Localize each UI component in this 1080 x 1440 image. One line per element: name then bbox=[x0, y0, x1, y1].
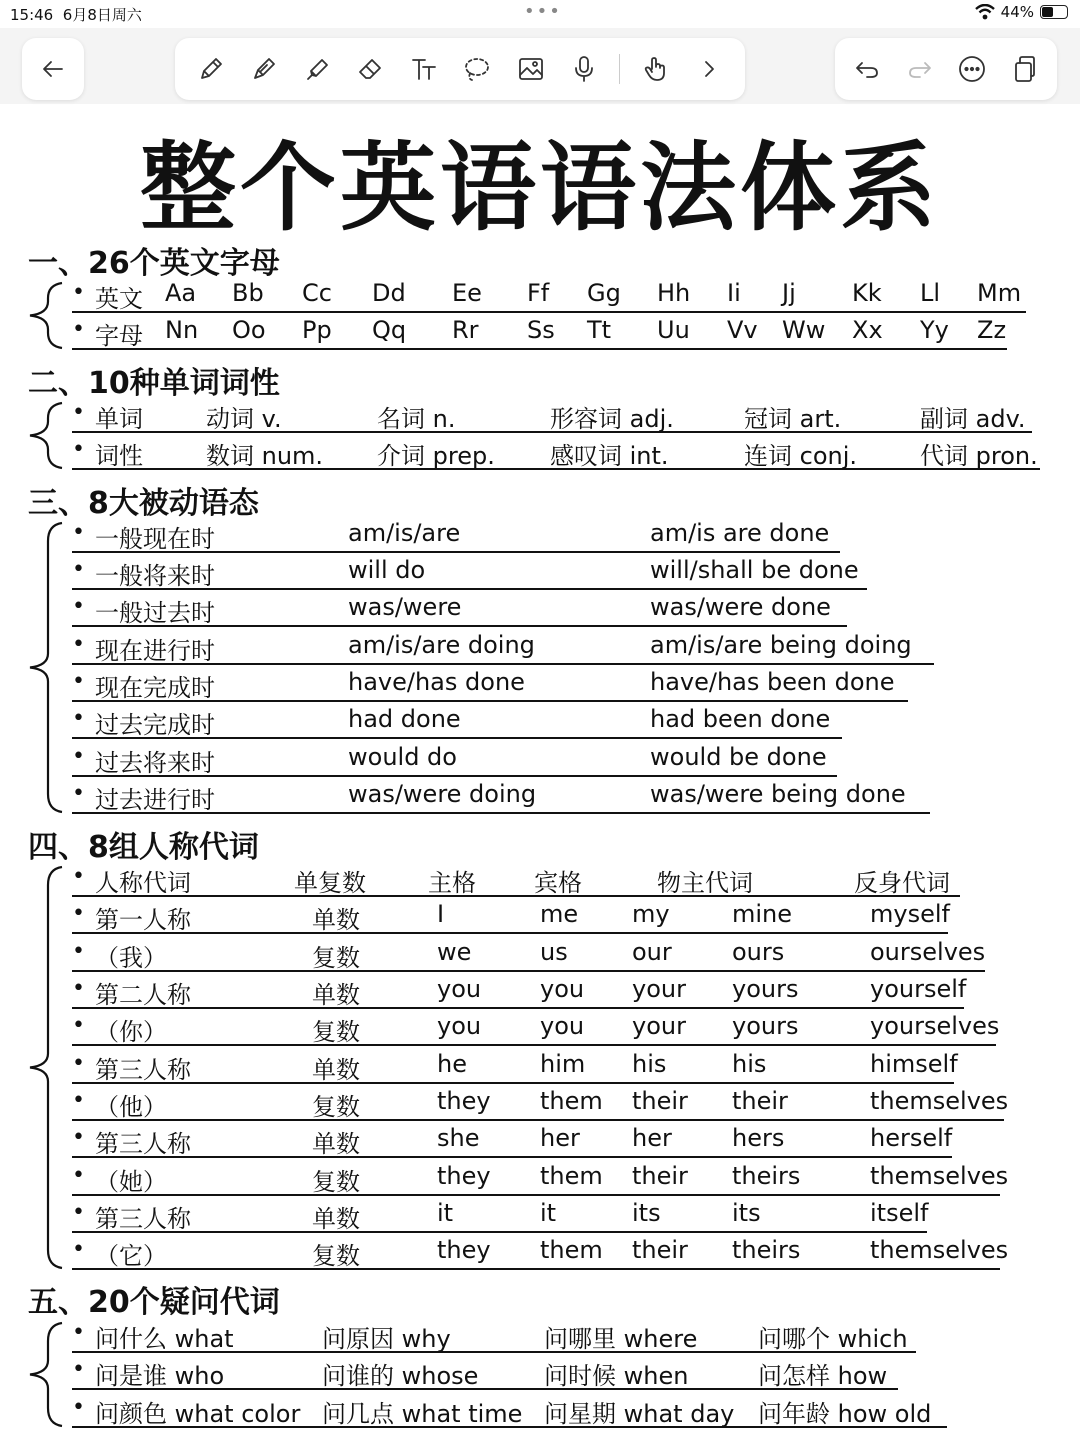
list-item bbox=[72, 1356, 908, 1392]
bullet-icon: • bbox=[72, 864, 85, 889]
cell-text: Mm bbox=[977, 279, 1022, 307]
cell-text: 名词 n. bbox=[377, 405, 456, 433]
cell-text: 宾格 bbox=[534, 869, 582, 897]
text-tool-icon[interactable] bbox=[406, 51, 442, 87]
cell-text: Cc bbox=[302, 279, 332, 307]
cell-text: yourselves bbox=[870, 1012, 1000, 1040]
tool-palette bbox=[175, 38, 745, 100]
bullet-icon: • bbox=[72, 280, 85, 305]
cell-text: they bbox=[437, 1236, 491, 1264]
cell-text: 第一人称 bbox=[95, 906, 191, 934]
cell-text: 问是谁 who bbox=[95, 1362, 225, 1390]
cell-text: 复数 bbox=[312, 1018, 360, 1046]
cell-text: our bbox=[632, 938, 672, 966]
cell-text: 一般过去时 bbox=[95, 599, 215, 627]
bullet-icon: • bbox=[72, 1200, 85, 1225]
cell-text: we bbox=[437, 938, 472, 966]
cell-text: have/has been done bbox=[650, 668, 895, 696]
cell-text: us bbox=[540, 938, 568, 966]
cell-text: themselves bbox=[870, 1236, 1009, 1264]
lasso-icon[interactable] bbox=[459, 51, 495, 87]
cell-text: 主格 bbox=[428, 869, 476, 897]
cell-text: yourself bbox=[870, 975, 967, 1003]
bullet-icon: • bbox=[72, 901, 85, 926]
cell-text: her bbox=[540, 1124, 580, 1152]
cell-text: his bbox=[732, 1050, 767, 1078]
eraser-icon[interactable] bbox=[353, 51, 389, 87]
cell-text: myself bbox=[870, 900, 950, 928]
cell-text: you bbox=[437, 975, 482, 1003]
bullet-icon: • bbox=[72, 781, 85, 806]
cell-text: theirs bbox=[732, 1162, 801, 1190]
list-item bbox=[72, 631, 944, 667]
bullet-icon: • bbox=[72, 437, 85, 462]
list-item bbox=[72, 743, 847, 779]
cell-text: 副词 adv. bbox=[920, 405, 1026, 433]
cell-text: （他） bbox=[95, 1093, 167, 1121]
curly-brace bbox=[22, 865, 66, 1270]
cell-text: Qq bbox=[372, 316, 407, 344]
cell-text: 问哪个 which bbox=[758, 1325, 908, 1353]
cell-text: 问颜色 what color bbox=[95, 1400, 301, 1428]
bullet-icon: • bbox=[72, 1163, 85, 1188]
cell-text: 物主代词 bbox=[657, 869, 753, 897]
cell-text: their bbox=[632, 1162, 688, 1190]
cell-text: Oo bbox=[232, 316, 266, 344]
cell-text: 单复数 bbox=[294, 869, 366, 897]
cell-text: Rr bbox=[452, 316, 479, 344]
cell-text: will do bbox=[348, 556, 426, 584]
list-item bbox=[72, 780, 940, 816]
bullet-icon: • bbox=[72, 520, 85, 545]
status-bar bbox=[0, 0, 1080, 28]
cell-text: his bbox=[632, 1050, 667, 1078]
bullet-icon: • bbox=[72, 632, 85, 657]
cell-text: 问年龄 how old bbox=[758, 1400, 932, 1428]
status-right bbox=[975, 3, 1068, 21]
cell-text: 形容词 adj. bbox=[550, 405, 674, 433]
list-item bbox=[72, 1394, 957, 1430]
bullet-icon: • bbox=[72, 1051, 85, 1076]
cell-text: Kk bbox=[852, 279, 882, 307]
cell-text: them bbox=[540, 1162, 603, 1190]
cell-text: 词性 bbox=[95, 442, 143, 470]
section-heading: 三、8大被动语态 bbox=[28, 486, 259, 521]
underline bbox=[72, 311, 1026, 313]
pencil-icon[interactable] bbox=[193, 51, 229, 87]
pen-icon[interactable] bbox=[246, 51, 282, 87]
cell-text: you bbox=[540, 1012, 585, 1040]
more-icon[interactable] bbox=[954, 51, 990, 87]
bullet-icon: • bbox=[72, 1237, 85, 1262]
cell-text: 英文 bbox=[95, 285, 143, 313]
cell-text: Vv bbox=[727, 316, 758, 344]
cell-text: herself bbox=[870, 1124, 953, 1152]
bullet-icon: • bbox=[72, 594, 85, 619]
underline bbox=[72, 1231, 927, 1233]
cell-text: you bbox=[540, 975, 585, 1003]
cell-text: 复数 bbox=[312, 1168, 360, 1196]
section-heading: 二、10种单词词性 bbox=[28, 366, 280, 401]
cell-text: its bbox=[632, 1199, 661, 1227]
back-button[interactable] bbox=[22, 38, 84, 100]
cell-text: their bbox=[732, 1087, 788, 1115]
image-icon[interactable] bbox=[513, 51, 549, 87]
bullet-icon: • bbox=[72, 1013, 85, 1038]
toolbar-divider bbox=[619, 54, 620, 84]
underline bbox=[72, 1194, 1000, 1196]
redo-icon[interactable] bbox=[902, 51, 938, 87]
bullet-icon: • bbox=[72, 744, 85, 769]
cell-text: 代词 pron. bbox=[920, 442, 1038, 470]
cell-text: ourselves bbox=[870, 938, 986, 966]
list-item bbox=[72, 436, 1050, 472]
cell-text: 第三人称 bbox=[95, 1056, 191, 1084]
cell-text: was/were done bbox=[650, 593, 831, 621]
bullet-icon: • bbox=[72, 939, 85, 964]
cell-text: 一般现在时 bbox=[95, 525, 215, 553]
cell-text: 问哪里 where bbox=[544, 1325, 698, 1353]
cell-text: was/were being done bbox=[650, 780, 906, 808]
cell-text: their bbox=[632, 1236, 688, 1264]
cell-text: will/shall be done bbox=[650, 556, 859, 584]
cell-text: 单数 bbox=[312, 1205, 360, 1233]
cell-text: （她） bbox=[95, 1168, 167, 1196]
cell-text: Nn bbox=[165, 316, 199, 344]
bullet-icon: • bbox=[72, 706, 85, 731]
list-item bbox=[72, 279, 1036, 315]
cell-text: I bbox=[437, 900, 445, 928]
underline bbox=[72, 1156, 952, 1158]
cell-text: they bbox=[437, 1162, 491, 1190]
cell-text: 动词 v. bbox=[206, 405, 282, 433]
cell-text: Ww bbox=[782, 316, 826, 344]
cell-text: Pp bbox=[302, 316, 332, 344]
bullet-icon: • bbox=[72, 669, 85, 694]
battery-icon bbox=[1040, 5, 1068, 19]
cell-text: you bbox=[437, 1012, 482, 1040]
curly-brace bbox=[22, 1321, 66, 1428]
cell-text: he bbox=[437, 1050, 467, 1078]
cell-text: 第二人称 bbox=[95, 981, 191, 1009]
bullet-icon: • bbox=[72, 1357, 85, 1382]
cell-text: Ee bbox=[452, 279, 482, 307]
cell-text: Jj bbox=[782, 279, 796, 307]
bullet-icon: • bbox=[72, 1320, 85, 1345]
cell-text: Ll bbox=[920, 279, 941, 307]
page-title: 整个英语语法体系 bbox=[140, 132, 940, 244]
cell-text: Ii bbox=[727, 279, 741, 307]
underline bbox=[72, 1082, 954, 1084]
underline bbox=[72, 1007, 964, 1009]
cell-text: them bbox=[540, 1087, 603, 1115]
bullet-icon: • bbox=[72, 400, 85, 425]
cell-text: am/is are done bbox=[650, 519, 830, 547]
cell-text: was/were bbox=[348, 593, 462, 621]
list-item bbox=[72, 1162, 1010, 1198]
list-item bbox=[72, 668, 918, 704]
back-arrow-icon bbox=[35, 51, 71, 87]
list-item bbox=[72, 1124, 962, 1160]
cell-text: Aa bbox=[165, 279, 197, 307]
list-item bbox=[72, 316, 1017, 352]
underline bbox=[72, 1119, 1004, 1121]
list-item bbox=[72, 399, 1042, 435]
list-item bbox=[72, 593, 857, 629]
curly-brace bbox=[22, 401, 66, 470]
cell-text: 反身代词 bbox=[854, 869, 950, 897]
list-item bbox=[72, 975, 974, 1011]
cell-text: Xx bbox=[852, 316, 883, 344]
cell-text: Yy bbox=[920, 316, 949, 344]
underline bbox=[72, 1268, 1000, 1270]
cell-text: 感叹词 int. bbox=[550, 442, 669, 470]
cell-text: have/has done bbox=[348, 668, 525, 696]
cell-text: Uu bbox=[657, 316, 690, 344]
list-item bbox=[72, 1087, 1014, 1123]
list-item bbox=[72, 938, 995, 974]
list-item bbox=[72, 705, 852, 741]
cell-text: 现在进行时 bbox=[95, 637, 215, 665]
bullet-icon: • bbox=[72, 1395, 85, 1420]
cell-text: its bbox=[732, 1199, 761, 1227]
cell-text: Dd bbox=[372, 279, 406, 307]
battery-percent: 44% bbox=[1000, 3, 1034, 21]
cell-text: 过去将来时 bbox=[95, 749, 215, 777]
list-item bbox=[72, 1012, 1006, 1048]
hand-touch-icon[interactable] bbox=[638, 51, 674, 87]
cell-text: had done bbox=[348, 705, 461, 733]
cell-text: Ss bbox=[527, 316, 555, 344]
cell-text: 过去进行时 bbox=[95, 786, 215, 814]
cell-text: 复数 bbox=[312, 1242, 360, 1270]
cell-text: Tt bbox=[587, 316, 612, 344]
cell-text: them bbox=[540, 1236, 603, 1264]
list-item bbox=[72, 900, 958, 936]
list-item bbox=[72, 1050, 964, 1086]
underline bbox=[72, 1044, 996, 1046]
bullet-icon: • bbox=[72, 317, 85, 342]
section-heading: 五、20个疑问代词 bbox=[28, 1285, 280, 1320]
cell-text: had been done bbox=[650, 705, 831, 733]
cell-text: 单数 bbox=[312, 1130, 360, 1158]
cell-text: 冠词 art. bbox=[744, 405, 842, 433]
status-time: 15:46 6月8日周六 bbox=[10, 6, 142, 24]
underline bbox=[72, 970, 985, 972]
list-item bbox=[72, 556, 877, 592]
bullet-icon: • bbox=[72, 1088, 85, 1113]
list-item bbox=[72, 519, 850, 555]
chevron-right-icon[interactable] bbox=[691, 51, 727, 87]
cell-text: 问时候 when bbox=[544, 1362, 689, 1390]
cell-text: she bbox=[437, 1124, 480, 1152]
cell-text: me bbox=[540, 900, 579, 928]
cell-text: 复数 bbox=[312, 944, 360, 972]
cell-text: their bbox=[632, 1087, 688, 1115]
section-heading: 四、8组人称代词 bbox=[28, 830, 259, 865]
cell-text: 问几点 what time bbox=[322, 1400, 523, 1428]
cell-text: 第三人称 bbox=[95, 1205, 191, 1233]
cell-text: it bbox=[540, 1199, 557, 1227]
action-bar bbox=[835, 38, 1057, 100]
curly-brace bbox=[22, 281, 66, 350]
cell-text: 人称代词 bbox=[95, 869, 191, 897]
cell-text: would be done bbox=[650, 743, 827, 771]
bullet-icon: • bbox=[72, 1125, 85, 1150]
cell-text: your bbox=[632, 1012, 686, 1040]
cell-text: her bbox=[632, 1124, 672, 1152]
cell-text: Ff bbox=[527, 279, 550, 307]
cell-text: your bbox=[632, 975, 686, 1003]
cell-text: 单数 bbox=[312, 1056, 360, 1084]
cell-text: 字母 bbox=[95, 322, 143, 350]
cell-text: it bbox=[437, 1199, 454, 1227]
cell-text: 单数 bbox=[312, 906, 360, 934]
cell-text: hers bbox=[732, 1124, 785, 1152]
cell-text: yours bbox=[732, 1012, 799, 1040]
cell-text: itself bbox=[870, 1199, 929, 1227]
cell-text: 问星期 what day bbox=[544, 1400, 735, 1428]
cell-text: themselves bbox=[870, 1087, 1009, 1115]
list-item bbox=[72, 863, 970, 899]
cell-text: 复数 bbox=[312, 1093, 360, 1121]
cell-text: 单词 bbox=[95, 405, 143, 433]
list-item bbox=[72, 1319, 926, 1355]
section-heading: 一、26个英文字母 bbox=[28, 246, 280, 281]
cell-text: 问什么 what bbox=[95, 1325, 234, 1353]
bullet-icon: • bbox=[72, 976, 85, 1001]
underline bbox=[72, 348, 1007, 350]
cell-text: him bbox=[540, 1050, 586, 1078]
cell-text: would do bbox=[348, 743, 457, 771]
cell-text: 第三人称 bbox=[95, 1130, 191, 1158]
cell-text: yours bbox=[732, 975, 799, 1003]
cell-text: am/is/are being doing bbox=[650, 631, 912, 659]
multitask-dots-icon[interactable]: ••• bbox=[524, 1, 562, 22]
cell-text: 一般将来时 bbox=[95, 562, 215, 590]
cell-text: was/were doing bbox=[348, 780, 537, 808]
cell-text: （它） bbox=[95, 1242, 167, 1270]
cell-text: himself bbox=[870, 1050, 958, 1078]
cell-text: （你） bbox=[95, 1018, 167, 1046]
cell-text: 过去完成时 bbox=[95, 711, 215, 739]
cell-text: theirs bbox=[732, 1236, 801, 1264]
bullet-icon: • bbox=[72, 557, 85, 582]
underline bbox=[72, 932, 948, 934]
pages-icon[interactable] bbox=[1007, 51, 1043, 87]
curly-brace bbox=[22, 521, 66, 814]
undo-icon[interactable] bbox=[849, 51, 885, 87]
cell-text: 介词 prep. bbox=[377, 442, 495, 470]
underline bbox=[72, 895, 960, 897]
cell-text: （我） bbox=[95, 944, 167, 972]
cell-text: Bb bbox=[232, 279, 264, 307]
cell-text: ours bbox=[732, 938, 785, 966]
list-item bbox=[72, 1199, 937, 1235]
cell-text: they bbox=[437, 1087, 491, 1115]
cell-text: am/is/are doing bbox=[348, 631, 535, 659]
cell-text: 现在完成时 bbox=[95, 674, 215, 702]
cell-text: 问原因 why bbox=[322, 1325, 451, 1353]
list-item bbox=[72, 1236, 1010, 1272]
wifi-icon bbox=[975, 4, 995, 20]
highlighter-icon[interactable] bbox=[300, 51, 336, 87]
cell-text: mine bbox=[732, 900, 793, 928]
cell-text: themselves bbox=[870, 1162, 1009, 1190]
cell-text: 问怎样 how bbox=[758, 1362, 888, 1390]
cell-text: Gg bbox=[587, 279, 621, 307]
cell-text: Hh bbox=[657, 279, 691, 307]
cell-text: Zz bbox=[977, 316, 1007, 344]
cell-text: 问谁的 whose bbox=[322, 1362, 479, 1390]
microphone-icon[interactable] bbox=[566, 51, 602, 87]
cell-text: am/is/are bbox=[348, 519, 461, 547]
cell-text: 连词 conj. bbox=[744, 442, 858, 470]
cell-text: 数词 num. bbox=[206, 442, 324, 470]
cell-text: my bbox=[632, 900, 670, 928]
cell-text: 单数 bbox=[312, 981, 360, 1009]
